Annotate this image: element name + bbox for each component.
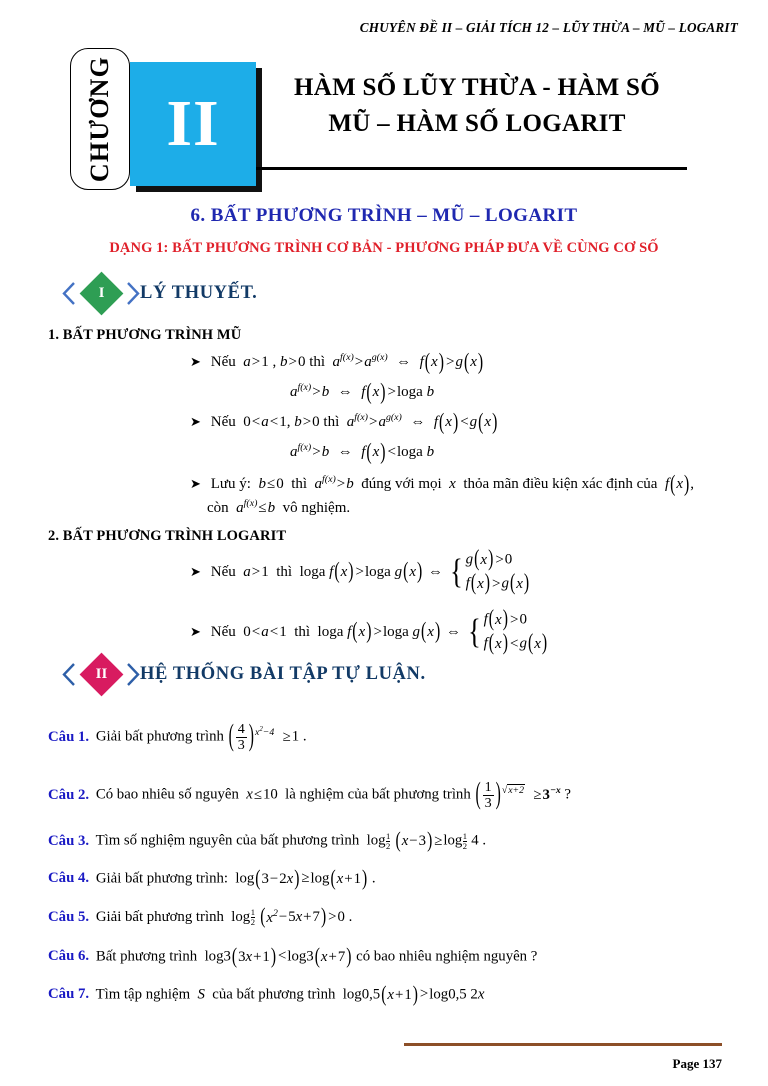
badge-ii-roman: II bbox=[95, 665, 107, 682]
theory-note-vonghiem: vô nghiệm. bbox=[282, 500, 351, 516]
chevron-right-icon bbox=[127, 282, 140, 305]
chapter-number: II bbox=[166, 87, 220, 160]
page-number: Page 137 bbox=[672, 1056, 722, 1071]
theory-note-tail2: thỏa mãn điều kiện xác định của bbox=[463, 476, 658, 492]
theory-note-thi: thì bbox=[291, 476, 308, 492]
theory-note: ➤ Lưu ý: b≤0 thì $a^{f(x)}>b$ đúng với mọi x thỏa mãn điều kiện xác định của f ( x ) , bbox=[190, 471, 695, 497]
theory-note-tail: đúng với mọi bbox=[361, 476, 442, 492]
left-brace-icon: { bbox=[449, 551, 463, 591]
badge-theory bbox=[62, 272, 257, 314]
chapter-number-box bbox=[130, 62, 256, 186]
exercise-3-label: Câu 3. bbox=[48, 832, 90, 849]
exercise-4-label: Câu 4. bbox=[48, 870, 90, 887]
exercise-1-expression: ( $\frac{4}{3}$ ) bbox=[228, 719, 254, 754]
exercise-7-text: Tìm tập nghiệm bbox=[95, 986, 191, 1003]
theory-rule-4-thi: thì bbox=[294, 623, 311, 640]
exercise-item-7: Câu 7. Tìm tập nghiệm S của bất phương trình log0,5 ( x + 1 ) >log0,5 2x bbox=[48, 981, 485, 1007]
exercise-2-text2: là nghiệm của bất phương trình bbox=[285, 786, 471, 803]
exercise-6-label: Câu 6. bbox=[48, 948, 90, 965]
bullet-arrow-icon: ➤ bbox=[190, 354, 201, 369]
exercise-5-label: Câu 5. bbox=[48, 908, 90, 925]
exercise-2-expression: ( $\frac{1}{3}$ ) bbox=[475, 777, 501, 812]
theory-rule-2-thi: thì bbox=[323, 414, 340, 430]
running-head: CHUYÊN ĐỀ II – GIẢI TÍCH 12 – LŨY THỪA – MŨ – LOGARIT bbox=[359, 20, 738, 35]
chapter-word: CHƯƠNG bbox=[85, 55, 114, 183]
chevron-left-icon bbox=[62, 663, 75, 686]
theory-rule-2-neu: Nếu bbox=[210, 414, 236, 430]
section-subtitle: DẠNG 1: BẤT PHƯƠNG TRÌNH CƠ BẢN - PHƯƠNG PHÁP ĐƯA VỀ CÙNG CƠ SỐ bbox=[109, 240, 659, 256]
bullet-arrow-icon: ➤ bbox=[190, 414, 201, 429]
theory-rule-2: ➤ Nếu 0<a<1, b>0 thì $a^{f(x)}>a^{g(x)}$ ⇔ f ( x ) <g ( x ) bbox=[190, 409, 498, 435]
chevron-left-icon bbox=[62, 282, 75, 305]
exercise-2-label: Câu 2. bbox=[48, 786, 90, 803]
exercise-1-text: Giải bất phương trình bbox=[95, 728, 224, 745]
chapter-title bbox=[262, 70, 692, 142]
exercise-item-6: Câu 6. Bất phương trình log3 ( 3 x + 1 ) <log3 ( x + 7 ) có bao nhiêu nghiệm nguyên ? bbox=[48, 943, 538, 969]
exercise-item-5: Câu 5. Giải bất phương trình log $\frac{1}{2}$ ( $x^2$ − 5 x + 7 ) >0 . bbox=[48, 904, 353, 930]
theory-rule-4: ➤ Nếu 0<a<1 thì loga f ( x ) >loga g ( x ) ⇔ { f ( x ) >0 f ( x ) <g ( x ) bbox=[190, 606, 548, 656]
exercise-item-3: Câu 3. Tìm số nghiệm nguyên của bất phương trình log $\frac{1}{2}$ ( x − 3 ) ≥log $\frac{1}{2}$ 4 . bbox=[48, 828, 487, 853]
exercise-item-1: Câu 1. Giải bất phương trình ( $\frac{4}{3}$ ) $^{x^2-4}$ ≥1 . bbox=[48, 719, 307, 754]
exercise-item-4: Câu 4. Giải bất phương trình: log ( 3 − 2 x ) ≥log ( x + 1 ) . bbox=[48, 865, 376, 891]
system-brace-2: { f ( x ) >0 f ( x ) <g ( x ) bbox=[467, 606, 548, 656]
chapter-title-line2: MŨ – HÀM SỐ LOGARIT bbox=[328, 110, 626, 137]
bullet-arrow-icon: ➤ bbox=[190, 623, 201, 639]
theory-equation-1: $a^{f(x)}>b$ ⇔ f ( x ) >loga b bbox=[290, 379, 435, 405]
subsection-heading-2: 2. BẤT PHƯƠNG TRÌNH LOGARIT bbox=[48, 528, 287, 544]
exercise-1-label: Câu 1. bbox=[48, 728, 90, 745]
exercise-item-2: Câu 2. Có bao nhiêu số nguyên x≤10 là nghiệm của bất phương trình ( $\frac{1}{3}$ ) $^{√x+2} \ge 3^{-x}$ ? bbox=[48, 777, 572, 812]
left-brace-icon: { bbox=[467, 611, 481, 651]
diamond-badge-i bbox=[79, 271, 123, 315]
chevron-right-icon bbox=[127, 663, 140, 686]
system-brace-1: { g ( x ) >0 f ( x ) >g ( x ) bbox=[449, 546, 530, 596]
chapter-word-pill bbox=[70, 48, 130, 190]
theory-rule-3-thi: thì bbox=[276, 563, 293, 580]
theory-rule-3: ➤ Nếu a>1 thì loga f ( x ) >loga g ( x ) ⇔ { g ( x ) >0 f ( x ) >g ( x ) bbox=[190, 546, 530, 596]
theory-equation-2: $a^{f(x)}>b$ ⇔ f ( x ) <loga b bbox=[290, 439, 435, 465]
exercise-6-text: Bất phương trình bbox=[95, 948, 198, 965]
subsection-heading-1: 1. BẤT PHƯƠNG TRÌNH MŨ bbox=[48, 327, 242, 343]
badge-ii-graphic bbox=[62, 653, 140, 695]
diamond-badge-ii bbox=[79, 652, 123, 696]
badge-ii-label: HỆ THỐNG BÀI TẬP TỰ LUẬN. bbox=[140, 663, 426, 684]
badge-i-label: LÝ THUYẾT. bbox=[140, 282, 258, 303]
exercise-7-text2: của bất phương trình bbox=[212, 986, 336, 1003]
theory-rule-3-neu: Nếu bbox=[210, 563, 236, 580]
theory-rule-4-neu: Nếu bbox=[210, 623, 236, 640]
badge-i-graphic bbox=[62, 272, 140, 314]
chapter-title-line1: HÀM SỐ LŨY THỪA - HÀM SỐ bbox=[293, 74, 660, 101]
theory-note-label: Lưu ý: bbox=[210, 476, 251, 492]
footer-divider bbox=[404, 1043, 722, 1046]
theory-rule-1-neu: Nếu bbox=[210, 354, 236, 370]
bullet-arrow-icon: ➤ bbox=[190, 563, 201, 579]
badge-exercises bbox=[62, 653, 426, 695]
bullet-arrow-icon: ➤ bbox=[190, 476, 201, 491]
theory-rule-1: ➤ Nếu a>1 , b>0 thì $a^{f(x)}>a^{g(x)}$ ⇔ f ( x ) >g ( x ) bbox=[190, 349, 484, 375]
exercise-5-text: Giải bất phương trình bbox=[95, 908, 224, 925]
exercise-6-text2: có bao nhiêu nghiệm nguyên ? bbox=[356, 948, 538, 965]
exercise-2-text: Có bao nhiêu số nguyên bbox=[95, 786, 239, 803]
theory-note-con: còn bbox=[207, 500, 229, 516]
exercise-7-label: Câu 7. bbox=[48, 986, 90, 1003]
theory-rule-1-thi: thì bbox=[309, 354, 326, 370]
section-title: 6. BẤT PHƯƠNG TRÌNH – MŨ – LOGARIT bbox=[190, 205, 578, 226]
exercise-4-text: Giải bất phương trình: bbox=[95, 870, 228, 887]
exercise-3-text: Tìm số nghiệm nguyên của bất phương trình bbox=[95, 832, 360, 849]
theory-note-line2: còn $a^{f(x)}\le b$ vô nghiệm. bbox=[207, 498, 351, 516]
header-divider bbox=[255, 167, 687, 170]
badge-i-roman: I bbox=[98, 284, 104, 301]
